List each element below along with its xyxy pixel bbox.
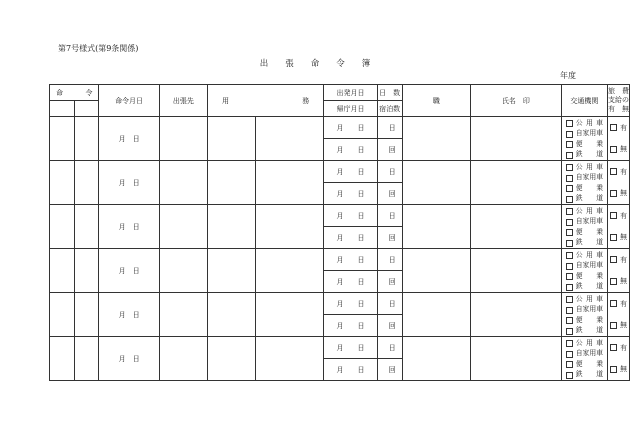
- checkbox-icon[interactable]: [610, 366, 617, 373]
- business-cell-b[interactable]: [256, 161, 324, 205]
- return-date-cell[interactable]: 月 日: [324, 227, 377, 249]
- days-cell[interactable]: 日: [377, 117, 402, 139]
- name-seal-cell[interactable]: [471, 293, 562, 337]
- checkbox-icon[interactable]: [566, 141, 573, 148]
- checkbox-icon[interactable]: [566, 252, 573, 259]
- transport-option: 公 用 車: [566, 338, 603, 349]
- checkbox-icon[interactable]: [566, 361, 573, 368]
- expense-no-cell: 無: [608, 359, 630, 381]
- days-cell[interactable]: 日: [377, 293, 402, 315]
- order-cell-b[interactable]: [74, 205, 99, 249]
- business-cell-a[interactable]: [208, 117, 256, 161]
- depart-date-cell[interactable]: 月 日: [324, 117, 377, 139]
- transport-option: 自 家 用 車: [566, 304, 603, 315]
- nights-cell[interactable]: 回: [377, 183, 402, 205]
- business-cell-b[interactable]: [256, 337, 324, 381]
- checkbox-icon[interactable]: [566, 164, 573, 171]
- name-seal-cell[interactable]: [471, 337, 562, 381]
- transport-option: 鉄 道: [566, 281, 603, 292]
- transport-option: 便 乗: [566, 271, 603, 282]
- business-cell-b[interactable]: [256, 205, 324, 249]
- expense-no-cell: 無: [608, 315, 630, 337]
- depart-date-cell[interactable]: 月 日: [324, 249, 377, 271]
- depart-date-cell[interactable]: 月 日: [324, 205, 377, 227]
- destination-cell[interactable]: [159, 249, 207, 293]
- header-depart-date: 出発月日: [324, 85, 377, 101]
- transport-option: 自 家 用 車: [566, 172, 603, 183]
- destination-cell[interactable]: [159, 161, 207, 205]
- destination-cell[interactable]: [159, 293, 207, 337]
- header-meirei-sub-a: [50, 101, 75, 117]
- order-cell-b[interactable]: [74, 161, 99, 205]
- header-nights: 宿泊数: [377, 101, 402, 117]
- expense-yes-cell: 有: [608, 293, 630, 315]
- checkbox-icon[interactable]: [610, 168, 617, 175]
- order-cell-b[interactable]: [74, 337, 99, 381]
- checkbox-icon[interactable]: [566, 219, 573, 226]
- transport-cell: [561, 161, 607, 205]
- fiscal-year-label: 年度: [560, 71, 576, 80]
- nights-cell[interactable]: 回: [377, 315, 402, 337]
- expense-yes-cell: 有: [608, 337, 630, 359]
- entry-row: [50, 161, 630, 183]
- name-seal-cell[interactable]: [471, 205, 562, 249]
- header-order-date: 命令月日: [99, 85, 159, 117]
- header-days: 日 数: [377, 85, 402, 101]
- return-date-cell[interactable]: 月 日: [324, 139, 377, 161]
- transport-option: 鉄 道: [566, 325, 603, 336]
- checkbox-icon[interactable]: [610, 212, 617, 219]
- days-cell[interactable]: 日: [377, 205, 402, 227]
- name-seal-cell[interactable]: [471, 161, 562, 205]
- order-cell-a[interactable]: [50, 337, 75, 381]
- transport-option: 便 乗: [566, 139, 603, 150]
- checkbox-icon[interactable]: [566, 273, 573, 280]
- transport-option: 自 家 用 車: [566, 260, 603, 271]
- checkbox-icon[interactable]: [610, 234, 617, 241]
- transport-option: 公 用 車: [566, 294, 603, 305]
- checkbox-icon[interactable]: [610, 322, 617, 329]
- checkbox-icon[interactable]: [566, 351, 573, 358]
- transport-option: 鉄 道: [566, 369, 603, 380]
- order-cell-a[interactable]: [50, 293, 75, 337]
- transport-option: 鉄 道: [566, 149, 603, 160]
- document-title: 出 張 命 令 簿: [259, 59, 371, 69]
- days-cell[interactable]: 日: [377, 161, 402, 183]
- checkbox-icon[interactable]: [566, 263, 573, 270]
- return-date-cell[interactable]: 月 日: [324, 315, 377, 337]
- checkbox-icon[interactable]: [566, 208, 573, 215]
- checkbox-icon[interactable]: [566, 328, 573, 335]
- checkbox-icon[interactable]: [566, 120, 573, 127]
- entry-row: [50, 249, 630, 271]
- position-cell[interactable]: [402, 337, 471, 381]
- business-cell-a[interactable]: [208, 161, 256, 205]
- entry-row: [50, 293, 630, 315]
- transport-option: 自 家 用 車: [566, 216, 603, 227]
- transport-cell: [561, 205, 607, 249]
- business-cell-a[interactable]: [208, 293, 256, 337]
- return-date-cell[interactable]: 月 日: [324, 359, 377, 381]
- order-cell-b[interactable]: [74, 117, 99, 161]
- header-meirei: 命 令: [50, 85, 99, 101]
- destination-cell[interactable]: [159, 117, 207, 161]
- checkbox-icon[interactable]: [566, 196, 573, 203]
- return-date-cell[interactable]: 月 日: [324, 183, 377, 205]
- checkbox-icon[interactable]: [610, 344, 617, 351]
- depart-date-cell[interactable]: 月 日: [324, 293, 377, 315]
- checkbox-icon[interactable]: [566, 240, 573, 247]
- checkbox-icon[interactable]: [566, 317, 573, 324]
- order-date-cell[interactable]: 月 日: [99, 337, 159, 381]
- business-cell-b[interactable]: [256, 117, 324, 161]
- depart-date-cell[interactable]: 月 日: [324, 161, 377, 183]
- order-cell-b[interactable]: [74, 249, 99, 293]
- transport-option: 公 用 車: [566, 206, 603, 217]
- business-cell-a[interactable]: [208, 205, 256, 249]
- checkbox-icon[interactable]: [566, 307, 573, 314]
- transport-option: 便 乗: [566, 183, 603, 194]
- return-date-cell[interactable]: 月 日: [324, 271, 377, 293]
- business-cell-b[interactable]: [256, 293, 324, 337]
- order-date-cell[interactable]: 月 日: [99, 249, 159, 293]
- position-cell[interactable]: [402, 293, 471, 337]
- expense-yes-cell: 有: [608, 205, 630, 227]
- transport-option: 便 乗: [566, 227, 603, 238]
- position-cell[interactable]: [402, 205, 471, 249]
- transport-cell: [561, 117, 607, 161]
- nights-cell[interactable]: 回: [377, 359, 402, 381]
- expense-yes-cell: 有: [608, 161, 630, 183]
- checkbox-icon[interactable]: [566, 229, 573, 236]
- order-cell-b[interactable]: [74, 293, 99, 337]
- transport-option: 鉄 道: [566, 237, 603, 248]
- checkbox-icon[interactable]: [566, 152, 573, 159]
- transport-option: 自 家 用 車: [566, 128, 603, 139]
- position-cell[interactable]: [402, 161, 471, 205]
- order-date-cell[interactable]: 月 日: [99, 205, 159, 249]
- entry-row: [50, 205, 630, 227]
- order-date-cell[interactable]: 月 日: [99, 117, 159, 161]
- transport-cell: [561, 337, 607, 381]
- transport-option: 便 乗: [566, 315, 603, 326]
- checkbox-icon[interactable]: [566, 296, 573, 303]
- name-seal-cell[interactable]: [471, 249, 562, 293]
- checkbox-icon[interactable]: [610, 190, 617, 197]
- header-position: 職: [402, 85, 471, 117]
- position-cell[interactable]: [402, 249, 471, 293]
- expense-no-cell: 無: [608, 271, 630, 293]
- expense-no-cell: 無: [608, 183, 630, 205]
- expense-no-cell: 無: [608, 139, 630, 161]
- order-date-cell[interactable]: 月 日: [99, 161, 159, 205]
- expense-no-cell: 無: [608, 227, 630, 249]
- checkbox-icon[interactable]: [610, 146, 617, 153]
- expense-yes-cell: 有: [608, 117, 630, 139]
- transport-option: 公 用 車: [566, 118, 603, 129]
- name-seal-cell[interactable]: [471, 117, 562, 161]
- header-transport: 交通機関: [561, 85, 607, 117]
- checkbox-icon[interactable]: [566, 284, 573, 291]
- checkbox-icon[interactable]: [610, 256, 617, 263]
- header-destination: 出張先: [159, 85, 207, 117]
- order-cell-a[interactable]: [50, 249, 75, 293]
- transport-option: 便 乗: [566, 359, 603, 370]
- entry-row: [50, 337, 630, 359]
- header-meirei-sub-b: [74, 101, 99, 117]
- checkbox-icon[interactable]: [566, 372, 573, 379]
- checkbox-icon[interactable]: [566, 340, 573, 347]
- checkbox-icon[interactable]: [610, 278, 617, 285]
- order-date-cell[interactable]: 月 日: [99, 293, 159, 337]
- header-return-date: 帰庁月日: [324, 101, 377, 117]
- depart-date-cell[interactable]: 月 日: [324, 337, 377, 359]
- form-number-label: 第7号様式(第9条関係): [58, 44, 139, 53]
- expense-yes-cell: 有: [608, 249, 630, 271]
- business-cell-b[interactable]: [256, 249, 324, 293]
- header-business: 用 務: [208, 85, 324, 117]
- days-cell[interactable]: 日: [377, 249, 402, 271]
- business-cell-a[interactable]: [208, 337, 256, 381]
- nights-cell[interactable]: 回: [377, 271, 402, 293]
- entry-row: [50, 117, 630, 139]
- checkbox-icon[interactable]: [566, 131, 573, 138]
- order-cell-a[interactable]: [50, 117, 75, 161]
- position-cell[interactable]: [402, 117, 471, 161]
- transport-option: 公 用 車: [566, 162, 603, 173]
- destination-cell[interactable]: [159, 205, 207, 249]
- transport-option: 公 用 車: [566, 250, 603, 261]
- header-name-seal: 氏名 印: [471, 85, 562, 117]
- checkbox-icon[interactable]: [566, 175, 573, 182]
- destination-cell[interactable]: [159, 337, 207, 381]
- nights-cell[interactable]: 回: [377, 139, 402, 161]
- order-cell-a[interactable]: [50, 161, 75, 205]
- trip-order-ledger: [49, 84, 630, 381]
- checkbox-icon[interactable]: [610, 300, 617, 307]
- checkbox-icon[interactable]: [566, 185, 573, 192]
- header-travel-expense: 旅 費 支給の 有 無: [608, 85, 630, 117]
- order-cell-a[interactable]: [50, 205, 75, 249]
- days-cell[interactable]: 日: [377, 337, 402, 359]
- transport-option: 鉄 道: [566, 193, 603, 204]
- nights-cell[interactable]: 回: [377, 227, 402, 249]
- business-cell-a[interactable]: [208, 249, 256, 293]
- transport-cell: [561, 293, 607, 337]
- checkbox-icon[interactable]: [610, 124, 617, 131]
- transport-cell: [561, 249, 607, 293]
- transport-option: 自 家 用 車: [566, 348, 603, 359]
